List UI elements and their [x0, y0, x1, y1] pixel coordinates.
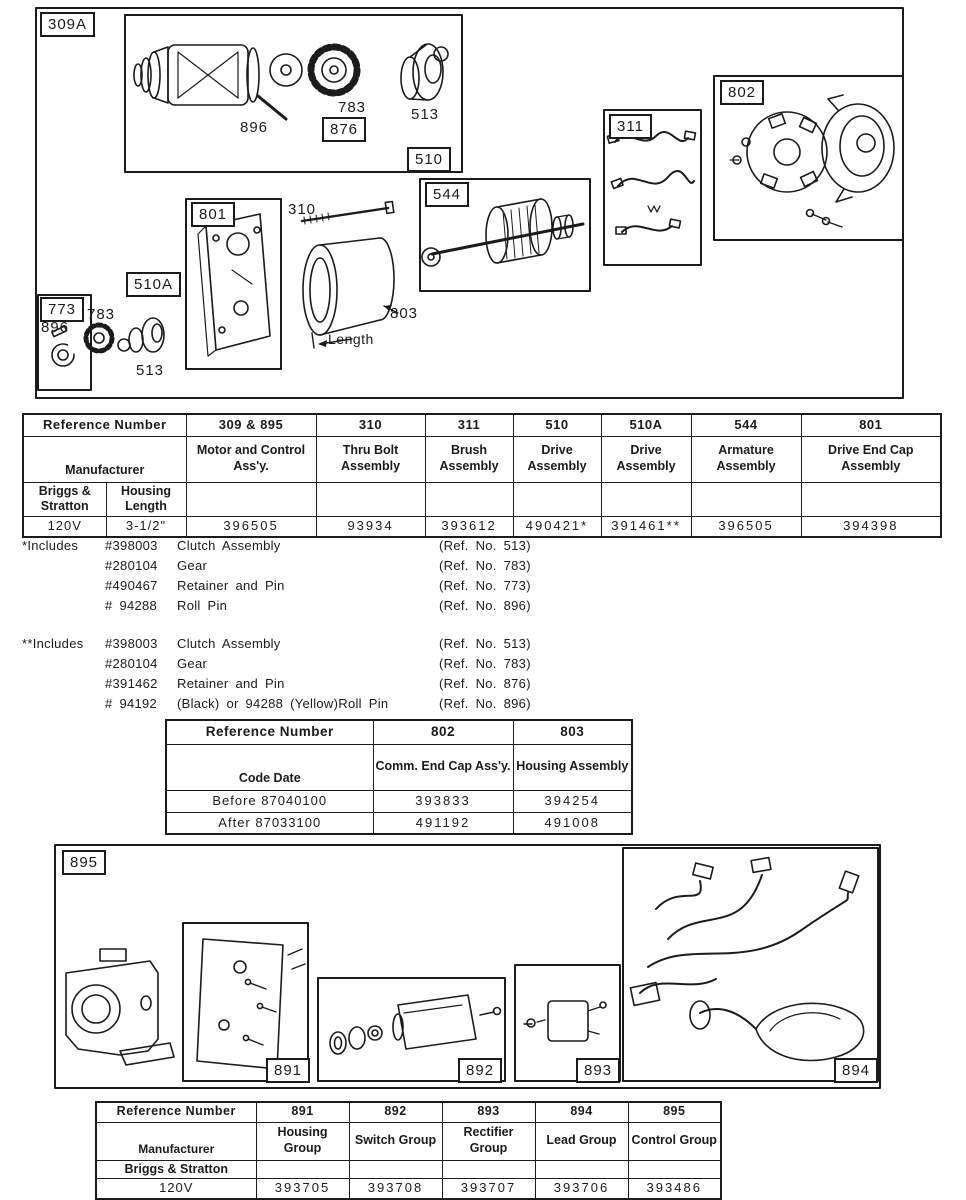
label-311-box: 311: [609, 114, 652, 139]
col-header-803: 803: [513, 720, 632, 744]
table-row: [166, 790, 632, 812]
ref-number-header: Reference Number: [166, 720, 373, 744]
diagram-frame-boxes: [36, 8, 903, 398]
label-803: 803: [390, 305, 419, 322]
empty-cell: [691, 482, 801, 516]
footnote-line: [22, 674, 642, 694]
armature-sketch: [422, 199, 583, 266]
control-group-exploded-diagram: [0, 843, 966, 1095]
col-header-510: 510: [513, 414, 601, 436]
part-number-801: 394398: [801, 516, 941, 537]
control-groups-table: [95, 1101, 722, 1200]
empty-cell: [601, 482, 691, 516]
label-510-box: 510: [407, 147, 451, 172]
col-header-895: 895: [628, 1102, 721, 1122]
assembly-name: Drive Assembly: [513, 436, 601, 482]
label-513: 513: [411, 106, 440, 123]
label-896: 896: [240, 119, 269, 136]
footnote-ref: (Ref. No. 513): [439, 636, 531, 651]
diagram-frame-boxes: [55, 845, 880, 1088]
footnote-ref: (Ref. No. 783): [439, 656, 531, 671]
brush-endplate-sketch: [730, 95, 894, 227]
assembly-name: Housing Assembly: [513, 744, 632, 790]
empty-cell: [316, 482, 425, 516]
footnote-marker: *Includes: [22, 538, 79, 553]
table-row: [23, 516, 941, 537]
assembly-name: Drive End Cap Assembly: [801, 436, 941, 482]
switch-group-sketch: [330, 995, 501, 1054]
brush-wires-sketch: [607, 131, 695, 234]
housing-length-value: 3-1/2": [106, 516, 186, 537]
empty-cell: [801, 482, 941, 516]
roll-pin-sketch: [258, 96, 286, 119]
footnote-double-star: [22, 634, 642, 714]
col-header-891: 891: [256, 1102, 349, 1122]
footnote-marker: [22, 596, 105, 616]
code-date-label: Code Date: [166, 744, 373, 790]
table-row: [96, 1102, 721, 1122]
footnote-line: [22, 634, 642, 654]
footnote-desc: Gear: [177, 656, 208, 671]
label-896-b: 896: [41, 319, 70, 336]
assembly-name: Comm. End Cap Ass'y.: [373, 744, 513, 790]
col-header-309-895: 309 & 895: [186, 414, 316, 436]
footnote-line: [22, 556, 642, 576]
col-header-311: 311: [425, 414, 513, 436]
empty-cell: [442, 1160, 535, 1179]
label-892-box: 892: [458, 1058, 502, 1083]
brand-label: Briggs & Stratton: [23, 482, 106, 516]
assembly-name: Drive Assembly: [601, 436, 691, 482]
footnote-ref: (Ref. No. 896): [439, 598, 531, 613]
table-row: [166, 812, 632, 834]
footnote-desc: Clutch Assembly: [177, 538, 281, 553]
drive-end-cap-sketch: [198, 214, 270, 356]
empty-cell: [425, 482, 513, 516]
footnote-part: #280104: [105, 656, 158, 671]
footnote-ref: (Ref. No. 773): [439, 578, 531, 593]
table-row: [96, 1122, 721, 1160]
part-number-310: 93934: [316, 516, 425, 537]
lead-group-sketch: [630, 858, 863, 1061]
label-783: 783: [338, 99, 367, 116]
col-header-802: 802: [373, 720, 513, 744]
col-header-893: 893: [442, 1102, 535, 1122]
empty-cell: [628, 1160, 721, 1179]
part-number-893: 393707: [442, 1179, 535, 1199]
table-row: [166, 744, 632, 790]
brand-label: Briggs & Stratton: [96, 1160, 256, 1179]
footnote-line: [22, 694, 642, 714]
col-header-894: 894: [535, 1102, 628, 1122]
manufacturer-label: Manufacturer: [23, 436, 186, 482]
voltage-cell: 120V: [96, 1179, 256, 1199]
footnote-single-star: [22, 536, 642, 616]
label-895-frame: 895: [62, 850, 106, 875]
top-diagram-art: [0, 0, 966, 408]
table-row: [23, 436, 941, 482]
group-name: Lead Group: [535, 1122, 628, 1160]
footnote-ref: (Ref. No. 896): [439, 696, 531, 711]
part-number-311: 393612: [425, 516, 513, 537]
part-number-802-after: 491192: [373, 812, 513, 834]
footnote-part: #398003: [105, 538, 158, 553]
footnote-marker: [22, 576, 105, 596]
label-801-box: 801: [191, 202, 235, 227]
group-name: Rectifier Group: [442, 1122, 535, 1160]
assembly-name: Motor and Control Ass'y.: [186, 436, 316, 482]
label-510a-box: 510A: [126, 272, 181, 297]
table-row: [96, 1160, 721, 1179]
footnote-line: [22, 596, 642, 616]
col-header-544: 544: [691, 414, 801, 436]
part-number-510: 490421*: [513, 516, 601, 537]
part-number-544: 396505: [691, 516, 801, 537]
empty-cell: [535, 1160, 628, 1179]
table-row: [23, 414, 941, 436]
assembly-name: Brush Assembly: [425, 436, 513, 482]
drive-gear-sketch: [311, 47, 357, 93]
ref-number-header: Reference Number: [23, 414, 186, 436]
empty-cell: [349, 1160, 442, 1179]
footnote-desc: Retainer and Pin: [177, 676, 285, 691]
ref-number-header: Reference Number: [96, 1102, 256, 1122]
footnote-line: [22, 654, 642, 674]
assembly-name: Thru Bolt Assembly: [316, 436, 425, 482]
footnote-desc: Retainer and Pin: [177, 578, 285, 593]
table-row: [166, 720, 632, 744]
label-310: 310: [288, 201, 317, 218]
footnote-ref: (Ref. No. 783): [439, 558, 531, 573]
part-number-894: 393706: [535, 1179, 628, 1199]
starter-parts-table: [22, 413, 942, 538]
group-name: Switch Group: [349, 1122, 442, 1160]
label-513-b: 513: [136, 362, 165, 379]
label-773-box: 773: [40, 297, 84, 322]
part-number-892: 393708: [349, 1179, 442, 1199]
footnote-marker: [22, 654, 105, 674]
clutch-sketch: [401, 44, 448, 100]
footnote-desc: Clutch Assembly: [177, 636, 281, 651]
footnote-ref: (Ref. No. 876): [439, 676, 531, 691]
assembly-name: Armature Assembly: [691, 436, 801, 482]
voltage-cell: 120V: [23, 516, 106, 537]
footnote-part: # 94192: [105, 696, 158, 711]
code-date-after: After 87033100: [166, 812, 373, 834]
col-header-310: 310: [316, 414, 425, 436]
label-876-box: 876: [322, 117, 366, 142]
footnote-ref: (Ref. No. 513): [439, 538, 531, 553]
rectifier-group-sketch: [524, 1001, 606, 1041]
footnote-desc: (Black) or 94288 (Yellow)Roll Pin: [177, 696, 389, 711]
label-802-box: 802: [720, 80, 764, 105]
part-number-803-before: 394254: [513, 790, 632, 812]
housing-group-sketch: [66, 939, 305, 1069]
manufacturer-label: Manufacturer: [96, 1122, 256, 1160]
col-header-801: 801: [801, 414, 941, 436]
empty-cell: [186, 482, 316, 516]
footnote-part: #490467: [105, 578, 158, 593]
part-number-309-895: 396505: [186, 516, 316, 537]
col-header-510a: 510A: [601, 414, 691, 436]
code-date-before: Before 87040100: [166, 790, 373, 812]
footnote-part: #398003: [105, 636, 158, 651]
footnote-part: #280104: [105, 558, 158, 573]
motor-control-assembly-sketch: [134, 45, 302, 105]
empty-cell: [513, 482, 601, 516]
footnote-desc: Gear: [177, 558, 208, 573]
part-number-803-after: 491008: [513, 812, 632, 834]
label-783-b: 783: [87, 306, 116, 323]
footnote-marker: [22, 556, 105, 576]
part-number-510a: 391461**: [601, 516, 691, 537]
starter-motor-exploded-diagram: [0, 0, 966, 408]
table-row: [23, 482, 941, 516]
empty-cell: [256, 1160, 349, 1179]
part-number-895: 393486: [628, 1179, 721, 1199]
label-894-box: 894: [834, 1058, 878, 1083]
code-date-table: [165, 719, 633, 835]
footnote-marker: [22, 694, 105, 714]
label-544-box: 544: [425, 182, 469, 207]
group-name: Control Group: [628, 1122, 721, 1160]
footnote-line: [22, 576, 642, 596]
col-header-892: 892: [349, 1102, 442, 1122]
label-length: Length: [328, 331, 374, 347]
table-row: [96, 1179, 721, 1199]
footnote-part: #391462: [105, 676, 158, 691]
housing-length-label: Housing Length: [106, 482, 186, 516]
group-name: Housing Group: [256, 1122, 349, 1160]
footnote-line: [22, 536, 642, 556]
part-number-891: 393705: [256, 1179, 349, 1199]
label-893-box: 893: [576, 1058, 620, 1083]
footnote-part: # 94288: [105, 598, 158, 613]
footnote-desc: Roll Pin: [177, 598, 228, 613]
label-891-box: 891: [266, 1058, 310, 1083]
label-309a-frame: 309A: [40, 12, 95, 37]
footnote-marker: [22, 674, 105, 694]
part-number-802-before: 393833: [373, 790, 513, 812]
footnote-marker: **Includes: [22, 636, 84, 651]
